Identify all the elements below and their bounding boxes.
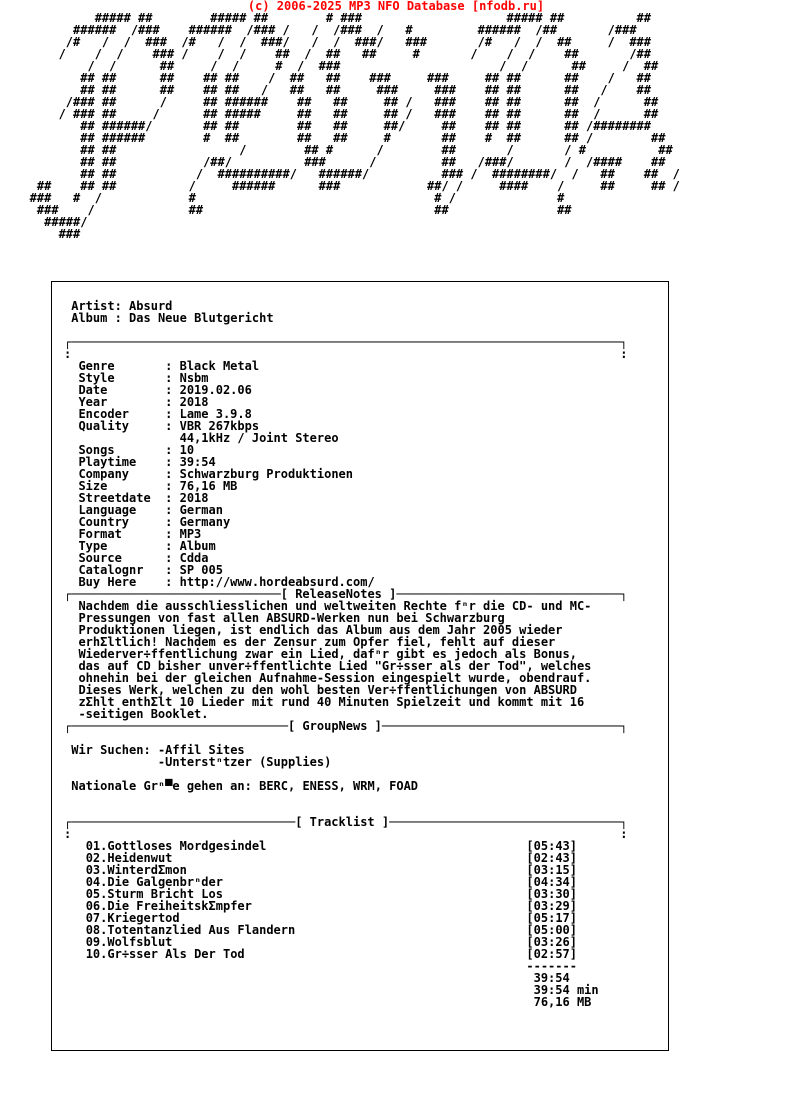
info-label: Encoder bbox=[78, 407, 130, 421]
info-label: Playtime bbox=[78, 455, 137, 469]
release-notes-line: erhΣltlich! Nachdem es der Zensur zum Opfer fiel, fehlt auf dieser bbox=[78, 635, 556, 649]
ascii-art-line: / / / ### / / / ## / ## ## # / / / ## /## bbox=[8, 47, 651, 61]
ascii-art-line: ###### /### ###### /### / / /### / # ###### /## /### bbox=[8, 23, 637, 37]
info-label: Genre bbox=[78, 359, 115, 373]
ascii-art-line: ### # / # # / # bbox=[8, 191, 565, 205]
total-size: 76,16 MB bbox=[533, 995, 592, 1009]
ascii-art-line: / / ## / / # / ### / / ## / ## bbox=[8, 59, 659, 73]
info-value: Lame 3.9.8 bbox=[179, 407, 252, 421]
info-label: Quality bbox=[78, 419, 130, 433]
info-label: Year bbox=[78, 395, 108, 409]
track-title: Wolfsblut bbox=[107, 935, 173, 949]
ascii-art-line: ## ## ## / ###### ### ##/ / #### / ## ## / bbox=[8, 179, 680, 193]
ascii-art-line: #####/ bbox=[8, 215, 88, 229]
ascii-art-line: ##### ## ##### ## # ### ##### ## ## bbox=[8, 11, 651, 25]
release-notes-line: Pressungen von fast allen ABSURD-Werken nun bei Schwarzburg bbox=[78, 611, 505, 625]
greetings-label: Nationale Grⁿ▀e gehen an: bbox=[71, 779, 252, 793]
track-title: Gr÷sser Als Der Tod bbox=[107, 947, 245, 961]
track-number: 01 bbox=[85, 839, 101, 853]
nfo-text-block: Artist: Absurd Album : Das Neue Blutgericht ┌────────────────────────────────────────────────────────────────────────────┐ : : Genre : Black Metal Style : Nsbm Date : 2019.02.06 Year : 2018 Encoder : Lame 3.9.8 Quality : VBR 267kbps 44,1kHz / Joint Stereo Songs : 10 Playtime : 39:54 Company : Schwarzburg Produktionen Size : 76,16 MB Streetdate : 2018 Language : German Country : Germany Format : MP3 Type : Album Source : Cdda Catalognr : SP 005 Buy Here : http://www.hordeabsurd.com/ ┌─────────────────────────────[ ReleaseNotes ]───────────────────────────────┐ Nachdem die ausschliesslichen und weltweiten Rechte fⁿr die CD- und MC- Pressungen von fast allen ABSURD-Werken nun bei Schwarzburg Produktionen liegen, ist endlich das Album aus dem Jahr 2005 wieder erhΣltlich! Nachdem es der Zensur zum Opfer fiel, fehlt auf dieser Wiederver÷ffentlichung zwar ein Lied, dafⁿr gibt es jedoch als Bonus, das auf CD bisher unver÷ffentlichte Lied "Gr÷sser als der Tod", welches ohnehin bei der gleichen Aufnahme-Session eingespielt wurde, obendrauf. Dieses Werk, welchen zu den wohl besten Ver÷ffentlichungen von ABSURD zΣhlt enthΣlt 10 Lieder mit rund 40 Minuten Spielzeit und kommt mit 16 -seitigen Booklet. ┌──────────────────────────────[ GroupNews ]─────────────────────────────────┐ Wir Suchen: -Affil Sites -Unterstⁿtzer (Supplies) Nationale Grⁿ▀e gehen an: BERC, ENESS, WRM, FOAD ┌───────────────────────────────[ Tracklist ]────────────────────────────────┐ : : 01.Gottloses Mordgesindel [05:43] 02.Heidenwut [02:43] 03.WinterdΣmon [03:15] 04.Die Galgenbrⁿder [04:34] 05.Sturm Bricht Los [03:30] 06.Die FreiheitskΣmpfer [03:29] 07.Kriegertod [05:17] 08.Totentanzlied Aus Flandern [05:00] 09.Wolfsblut [03:26] 10.Gr÷sser Als Der Tod [02:57] ------- 39:54 39:54 min 76,16 MB bbox=[64, 299, 628, 1009]
total-separator: ------- bbox=[526, 959, 577, 973]
total-time-min: 39:54 min bbox=[533, 983, 599, 997]
info-value: Cdda bbox=[179, 551, 209, 565]
release-notes-line: zΣhlt enthΣlt 10 Lieder mit rund 40 Minuten Spielzeit und kommt mit 16 bbox=[78, 695, 585, 709]
ascii-art-line: /# / / ### /# / / ###/ / / ###/ ### /# / / ## / ### bbox=[8, 35, 651, 49]
info-value: VBR 267kbps bbox=[179, 419, 260, 433]
info-value: Album bbox=[179, 539, 216, 553]
info-value: SP 005 bbox=[179, 563, 223, 577]
searching-item: -Unterstⁿtzer (Supplies) bbox=[157, 755, 332, 769]
searching-label: Wir Suchen: bbox=[71, 743, 151, 757]
track-duration: 03:29 bbox=[533, 899, 570, 913]
ascii-art-line: ## ## ## ## ## / ## ## ### ### ## ## ## / ## bbox=[8, 83, 651, 97]
track-title: Die FreiheitskΣmpfer bbox=[107, 899, 252, 913]
track-title: WinterdΣmon bbox=[107, 863, 187, 877]
info-label: Type bbox=[78, 539, 108, 553]
release-notes-line: das auf CD bisher unver÷ffentlichte Lied "Gr÷sser als der Tod", welches bbox=[78, 659, 592, 673]
ascii-art-line: ## ## / ## # / ## / / # ## bbox=[8, 143, 673, 157]
release-notes-line: Dieses Werk, welchen zu den wohl besten Ver÷ffentlichungen von ABSURD bbox=[78, 683, 577, 697]
info-value: 44,1kHz / Joint Stereo bbox=[179, 431, 339, 445]
track-number: 04 bbox=[85, 875, 101, 889]
ascii-art-line: ### bbox=[8, 227, 81, 241]
info-label: Company bbox=[78, 467, 130, 481]
release-notes-line: Wiederver÷ffentlichung zwar ein Lied, dafⁿr gibt es jedoch als Bonus, bbox=[78, 647, 577, 661]
info-value: 10 bbox=[179, 443, 195, 457]
info-value: 2018 bbox=[179, 395, 209, 409]
info-label: Language bbox=[78, 503, 137, 517]
greetings-groups: BERC, ENESS, WRM, FOAD bbox=[259, 779, 419, 793]
track-number: 10 bbox=[85, 947, 101, 961]
track-title: Heidenwut bbox=[107, 851, 173, 865]
info-label: Catalognr bbox=[78, 563, 144, 577]
ascii-art-line: ## ## / ##########/ ######/ ### / ########/ / ## ## / bbox=[8, 167, 680, 181]
info-value: Germany bbox=[179, 515, 231, 529]
track-duration: 05:00 bbox=[533, 923, 570, 937]
tracklist-title: [ Tracklist ] bbox=[295, 815, 390, 829]
info-label: Songs bbox=[78, 443, 115, 457]
artist-label: Artist bbox=[71, 299, 115, 313]
info-value: 39:54 bbox=[179, 455, 216, 469]
info-label: Style bbox=[78, 371, 115, 385]
release-notes-line: Nachdem die ausschliesslichen und weltweiten Rechte fⁿr die CD- und MC- bbox=[78, 599, 592, 613]
track-title: Die Galgenbrⁿder bbox=[107, 875, 223, 889]
info-value: 2019.02.06 bbox=[179, 383, 252, 397]
ascii-art-line: / ### ## / ## ##### ## ## ## / ### ## ## ## / ## bbox=[8, 107, 659, 121]
ascii-art-line: ## ## ## ## ## / ## ## ### ### ## ## ## / ## bbox=[8, 71, 651, 85]
track-duration: 03:15 bbox=[533, 863, 570, 877]
info-value: Nsbm bbox=[179, 371, 209, 385]
track-duration: 02:57 bbox=[533, 947, 570, 961]
ascii-art-line: ## ######/ ## ## ## ## ##/ ## ## ## ## /######## bbox=[8, 119, 651, 133]
info-label: Country bbox=[78, 515, 130, 529]
total-time: 39:54 bbox=[533, 971, 570, 985]
info-value: 2018 bbox=[179, 491, 209, 505]
track-number: 05 bbox=[85, 887, 101, 901]
ascii-art-line: /### ## / ## ###### ## ## ## / ### ## ## ## / ## bbox=[8, 95, 659, 109]
release-notes-line: ohnehin bei der gleichen Aufnahme-Session eingespielt wurde, obendrauf. bbox=[78, 671, 592, 685]
track-title: Kriegertod bbox=[107, 911, 180, 925]
release-notes-title: [ ReleaseNotes ] bbox=[280, 587, 397, 601]
info-label: Date bbox=[78, 383, 108, 397]
info-value: MP3 bbox=[179, 527, 202, 541]
group-news-title: [ GroupNews ] bbox=[287, 719, 382, 733]
ascii-art-line: ### / ## ## ## bbox=[8, 203, 572, 217]
artist-name: Absurd bbox=[129, 299, 173, 313]
info-label: Streetdate bbox=[78, 491, 151, 505]
track-duration: 03:26 bbox=[533, 935, 570, 949]
track-title: Sturm Bricht Los bbox=[107, 887, 223, 901]
ascii-art-logo bbox=[8, 12, 680, 240]
track-duration: 03:30 bbox=[533, 887, 570, 901]
info-value: German bbox=[179, 503, 223, 517]
ascii-art-line: ## ## /##/ ### / ## /###/ / /#### ## bbox=[8, 155, 666, 169]
info-value: 76,16 MB bbox=[179, 479, 238, 493]
track-number: 02 bbox=[85, 851, 101, 865]
track-title: Gottloses Mordgesindel bbox=[107, 839, 267, 853]
info-label: Format bbox=[78, 527, 122, 541]
track-title: Totentanzlied Aus Flandern bbox=[107, 923, 296, 937]
track-duration: 04:34 bbox=[533, 875, 570, 889]
info-label: Size bbox=[78, 479, 108, 493]
track-duration: 02:43 bbox=[533, 851, 570, 865]
site-credit: (c) 2006-2025 MP3 NFO Database [nfodb.ru] bbox=[247, 0, 545, 13]
release-notes-line: Produktionen liegen, ist endlich das Album aus dem Jahr 2005 wieder bbox=[78, 623, 563, 637]
info-value: http://www.hordeabsurd.com/ bbox=[179, 575, 375, 589]
info-label: Buy Here bbox=[78, 575, 137, 589]
track-duration: 05:17 bbox=[533, 911, 570, 925]
track-number: 07 bbox=[85, 911, 101, 925]
track-number: 03 bbox=[85, 863, 101, 877]
ascii-art-line: ## ###### # ## ## ## # ## # ## ## / ## bbox=[8, 131, 666, 145]
info-value: Schwarzburg Produktionen bbox=[179, 467, 353, 481]
track-duration: 05:43 bbox=[533, 839, 570, 853]
album-name: Das Neue Blutgericht bbox=[129, 311, 274, 325]
track-number: 06 bbox=[85, 899, 101, 913]
info-label: Source bbox=[78, 551, 122, 565]
track-number: 09 bbox=[85, 935, 101, 949]
release-notes-line: -seitigen Booklet. bbox=[78, 707, 209, 721]
info-value: Black Metal bbox=[179, 359, 260, 373]
album-label: Album bbox=[71, 311, 108, 325]
track-number: 08 bbox=[85, 923, 101, 937]
searching-item: -Affil Sites bbox=[157, 743, 245, 757]
